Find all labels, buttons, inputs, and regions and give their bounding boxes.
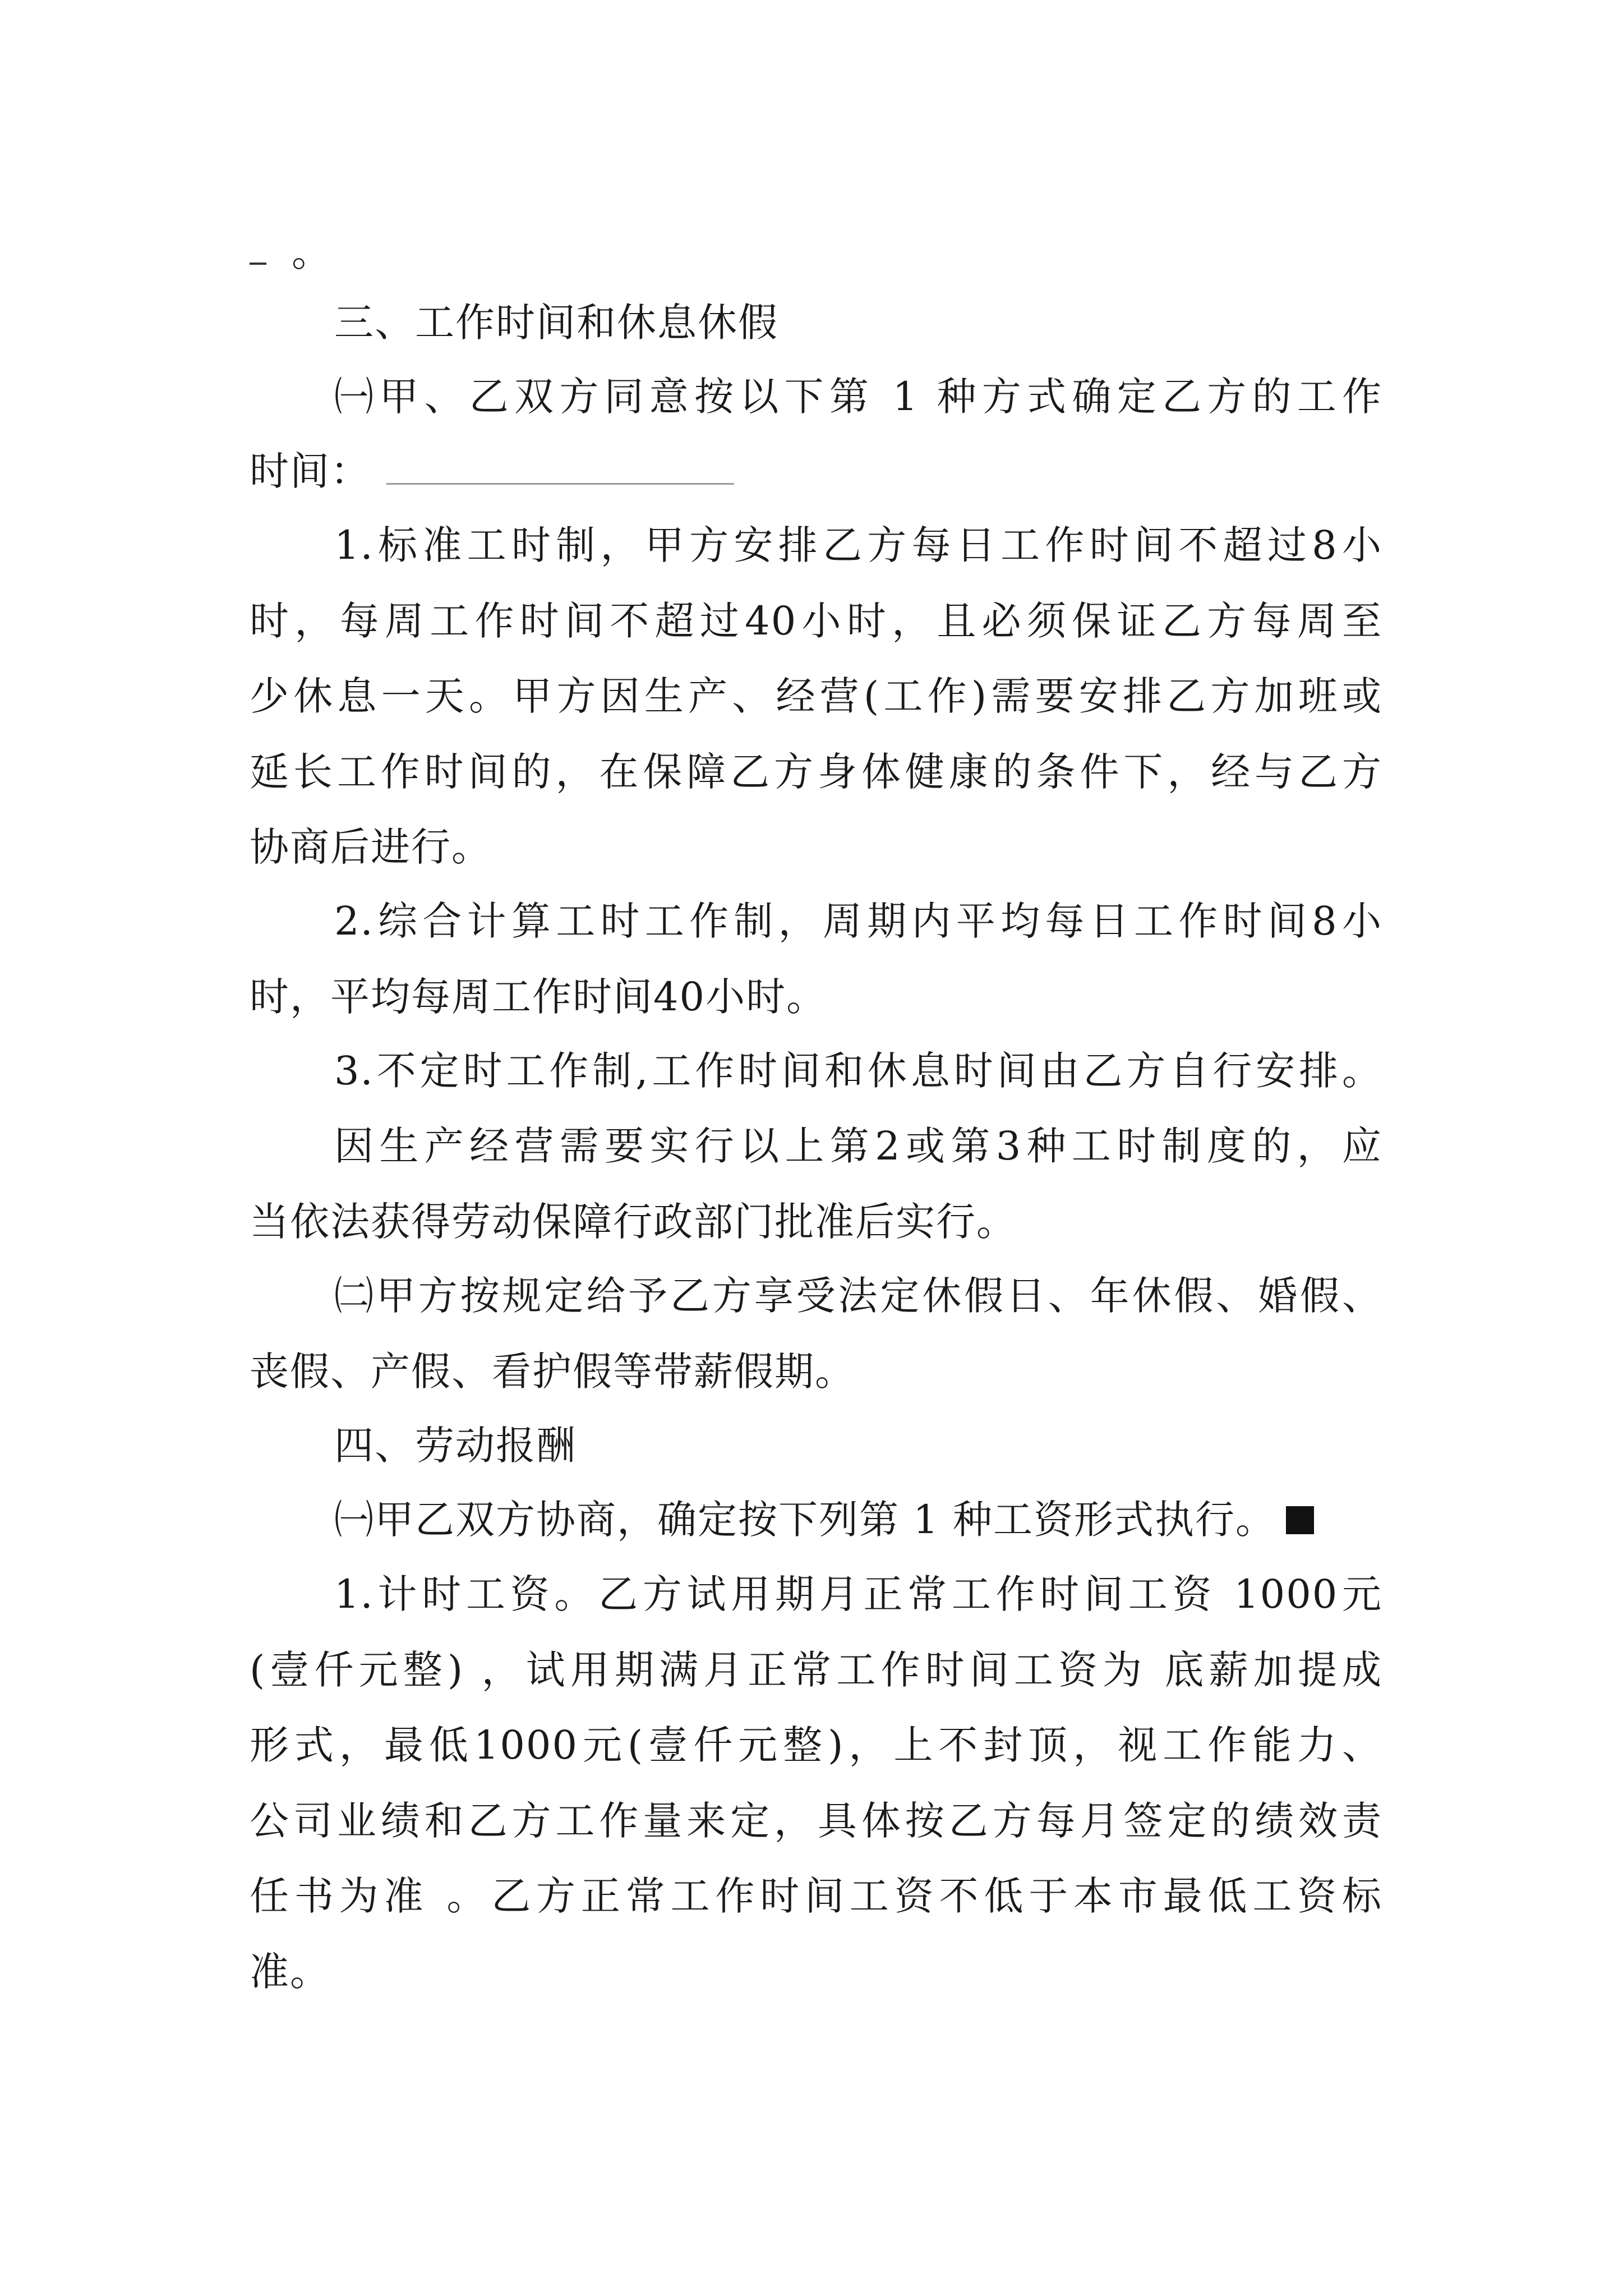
paragraph-line: 时，平均每周工作时间40小时。 [250, 974, 827, 1020]
paragraph-line: 形式，最低1000元(壹仟元整)，上不封顶，视工作能力、 [250, 1722, 1382, 1768]
blank-fill-line [386, 449, 734, 485]
paragraph-line: 3.不定时工作制,工作时间和休息时间由乙方自行安排。 [334, 1048, 1382, 1094]
paragraph-line: 因生产经营需要实行以上第2或第3种工时制度的，应 [334, 1123, 1382, 1169]
wage-form-text: ㈠甲乙双方协商，确定按下列第 1 种工资形式执行。 [334, 1497, 1276, 1543]
paragraph-line: 2.综合计算工时工作制，周期内平均每日工作时间8小 [334, 898, 1382, 944]
paragraph-line: 1.计时工资。乙方试用期月正常工作时间工资 1000元 [334, 1571, 1382, 1617]
underline-fragment [250, 263, 266, 265]
paragraph-line: 协商后进行。 [250, 824, 492, 870]
work-time-label: 时间： [250, 448, 371, 494]
section-heading-work-hours: 三、工作时间和休息休假 [334, 300, 778, 346]
paragraph-line: 少休息一天。甲方因生产、经营(工作)需要安排乙方加班或 [250, 673, 1382, 719]
paragraph-line: ㈠甲、乙双方同意按以下第 1 种方式确定乙方的工作 [334, 374, 1382, 420]
section-heading-remuneration: 四、劳动报酬 [334, 1423, 577, 1469]
paragraph-line: (壹仟元整) ，试用期满月正常工作时间工资为 底薪加提成 [250, 1647, 1382, 1693]
paragraph-line: 丧假、产假、看护假等带薪假期。 [250, 1349, 855, 1395]
top-period: 。 [292, 229, 331, 275]
paragraph-line: 当依法获得劳动保障行政部门批准后实行。 [250, 1199, 1017, 1245]
paragraph-line: 公司业绩和乙方工作量来定，具体按乙方每月签定的绩效责 [250, 1798, 1382, 1844]
paragraph-line: 延长工作时间的，在保障乙方身体健康的条件下，经与乙方 [250, 749, 1382, 795]
work-time-label-line [250, 446, 734, 496]
paragraph-line: 准。 [250, 1949, 330, 1995]
black-square-icon [1286, 1506, 1314, 1534]
wage-form-line [334, 1494, 1314, 1545]
paragraph-line: ㈡甲方按规定给予乙方享受法定休假日、年休假、婚假、 [334, 1273, 1382, 1319]
paragraph-line: 1.标准工时制，甲方安排乙方每日工作时间不超过8小 [334, 522, 1382, 568]
paragraph-line: 时，每周工作时间不超过40小时，且必须保证乙方每周至 [250, 598, 1382, 644]
paragraph-line: 任书为准 。乙方正常工作时间工资不低于本市最低工资标 [250, 1873, 1382, 1919]
